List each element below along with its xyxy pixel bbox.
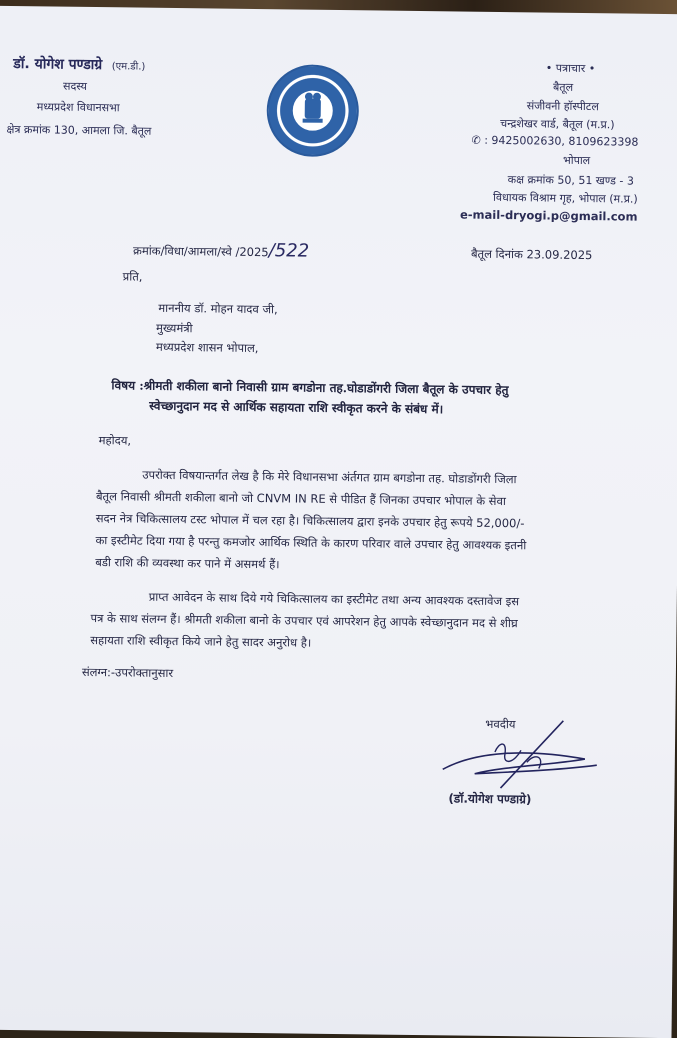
- subject-line-2: स्वेच्छानुदान मद से आर्थिक सहायता राशि स्वीकृत करने के संबंध में।: [149, 398, 444, 417]
- subject-line-1: विषय :श्रीमती शकीला बानो निवासी ग्राम बगडोना तह.घोडाडोंगरी जिला बैतूल के उपचार हेतु: [111, 378, 509, 398]
- reference-number: [133, 239, 309, 262]
- paragraph-line: पत्र के साथ संलग्न हैं। श्रीमती शकीला बानो के उपचार एवं आपरेशन हेतु आपके स्वेच्छानुदान मद से शीघ्र: [90, 611, 518, 631]
- addressee-to: प्रति,: [122, 269, 143, 284]
- reference-prefix: क्रमांक/विधा/आमला/स्वे /2025: [132, 243, 269, 260]
- emblem-icon: [268, 66, 357, 155]
- city-bhopal: भोपाल: [562, 153, 591, 168]
- hospital-name: संजीवनी हॉस्पीटल: [526, 99, 599, 114]
- paragraph-line: सहायता राशि स्वीकृत किये जाने हेतु सादर अनुरोध है।: [90, 633, 312, 650]
- addressee-office: मध्यप्रदेश शासन भोपाल,: [155, 339, 259, 356]
- sender-name: डॉ. योगेश पण्डाग्रे: [13, 56, 103, 74]
- paragraph-line: का इस्टीमेट दिया गया है परन्तु कमजोर आर्थिक स्थिति के कारण परिवार वाले उपचार हेतु आवश्यक इतनी: [95, 533, 527, 553]
- correspondence-title: • पत्राचार •: [545, 61, 596, 76]
- letter-date: [471, 247, 593, 263]
- sender-degree: (एम.डी.): [111, 61, 146, 73]
- date-label: बैतूल दिनांक: [470, 246, 523, 262]
- body-paragraph-2: [90, 585, 631, 658]
- sender-constituency: क्षेत्र क्रमांक 130, आमला जि. बैतूल: [6, 122, 152, 138]
- sender-assembly: मध्यप्रदेश विधानसभा: [36, 100, 120, 115]
- paragraph-line: सदन नेत्र चिकित्सालय टस्ट भोपाल में चल रहा है। चिकित्सालय द्वारा इनके उपचार हेतु रूपये 52,000/-: [95, 511, 525, 531]
- city-betul: बैतूल: [552, 80, 574, 94]
- hospital-address: चन्द्रशेखर वार्ड, बैतूल (म.प्र.): [500, 116, 615, 132]
- paragraph-line: बैतूल निवासी श्रीमती शकीला बानो जो CNVM IN RE से पीडित हैं जिनका उपचार भोपाल के सेवा: [95, 489, 506, 509]
- email-address: e-mail-dryogi.p@gmail.com: [459, 207, 638, 224]
- room-number: कक्ष क्रमांक 50, 51 खण्ड - 3: [507, 173, 635, 188]
- phone-numbers: ✆ : 9425002630, 8109623398: [471, 133, 639, 149]
- addressee-designation: मुख्यमंत्री: [156, 320, 193, 336]
- body-paragraph-1: [95, 463, 636, 580]
- signatory-name: (डॉ.योगेश पण्डाग्रे): [448, 791, 532, 807]
- handwritten-number: /522: [268, 240, 310, 262]
- paragraph-line: प्राप्त आवेदन के साथ दिये गये चिकित्सालय का इस्टीमेट तथा अन्य आवश्यक दस्तावेज इस: [148, 589, 520, 609]
- sender-role: सदस्य: [62, 79, 88, 93]
- paragraph-line: बडी राशि की व्यवस्था कर पाने में असमर्थ हैं।: [95, 555, 280, 572]
- enclosure-note: संलग्न:-उपरोक्तानुसार: [81, 664, 174, 681]
- paragraph-line: उपरोक्त विषयान्तर्गत लेख है कि मेरे विधानसभा अंर्तगत ग्राम बगडोना तह. घोडाडोंगरी जिला: [142, 467, 517, 487]
- closing-regards: भवदीय: [485, 716, 516, 732]
- salutation: महोदय,: [98, 433, 132, 448]
- letter-page: [0, 6, 677, 1038]
- state-emblem-seal: [266, 64, 359, 157]
- addressee-name: माननीय डॉ. मोहन यादव जी,: [158, 300, 278, 317]
- letterhead-left: [13, 54, 145, 75]
- rest-house-address: विधायक विश्राम गृह, भोपाल (म.प्र.): [492, 190, 638, 206]
- date-value: 23.09.2025: [526, 247, 593, 263]
